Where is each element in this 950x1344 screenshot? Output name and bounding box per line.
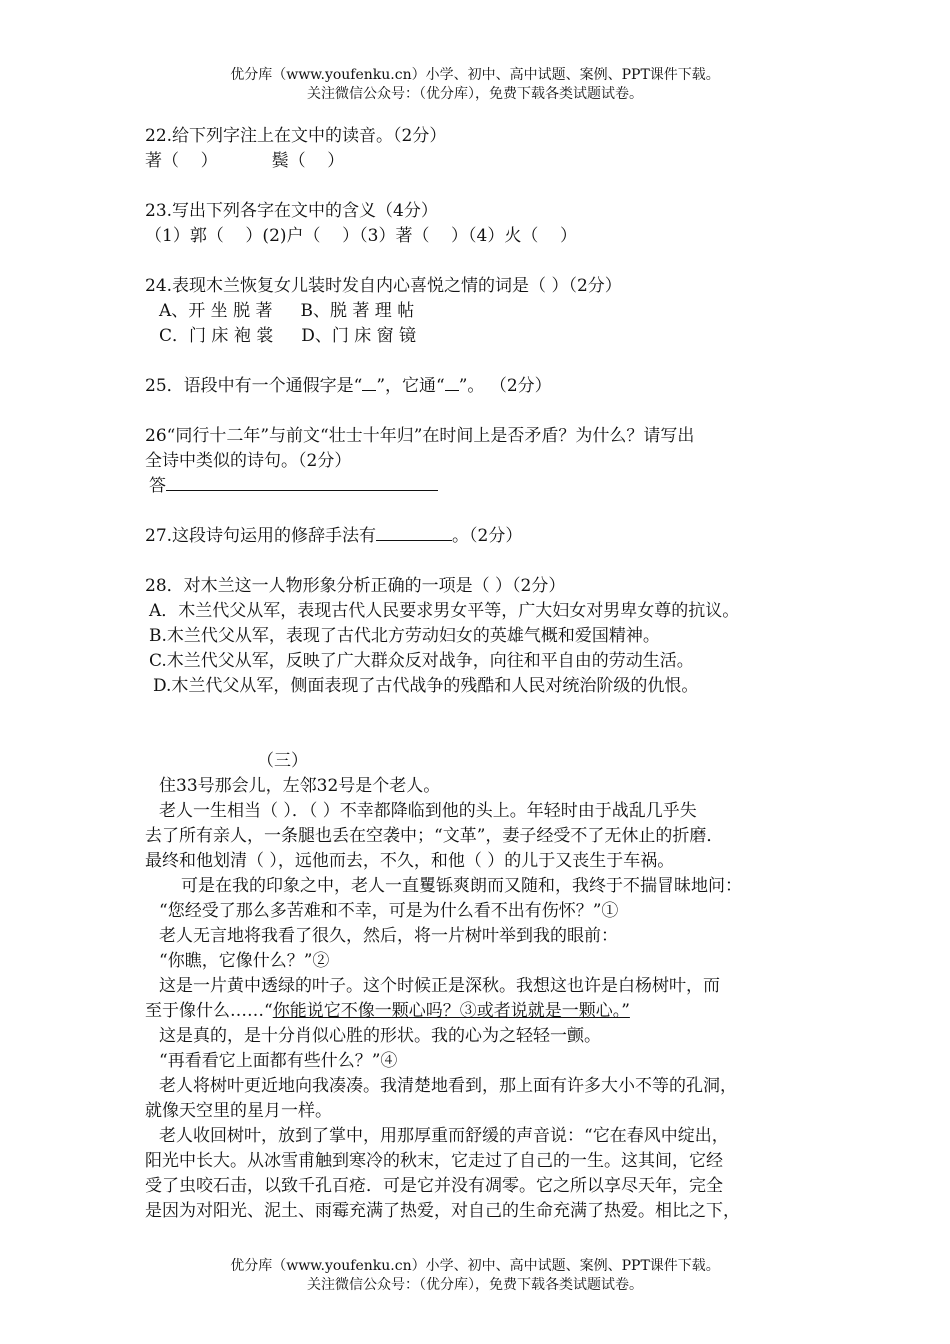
- paragraph: 这是真的，是十分肖似心胜的形状。我的心为之轻轻一颤。: [159, 1026, 601, 1046]
- question-27: 27.这段诗句运用的修辞手法有 。（2分）: [145, 526, 523, 546]
- header-line-2: 关注微信公众号：（优分库），免费下载各类试题试卷。: [307, 86, 643, 102]
- paragraph: 老人一生相当（ ）．（ ）不幸都降临到他的头上。年轻时由于战乱几乎失: [159, 801, 697, 821]
- question-24-options-ab: [145, 299, 817, 324]
- paragraph: “你瞧，它像什么？”②: [159, 951, 330, 971]
- footer-line-2: 关注微信公众号：（优分库），免费下载各类试题试卷。: [307, 1277, 643, 1293]
- paragraph-line: 就像天空里的星月一样。: [145, 1101, 332, 1121]
- paragraph-line: 去了所有亲人，一条腿也丢在空袭中；“文革”，妻子经受不了无休止的折磨．: [145, 826, 724, 846]
- document-body: [145, 124, 817, 1224]
- question-25: 25．语段中有一个通假字是“ ”，它通“ ”。 （2分）: [145, 376, 552, 396]
- option-d: D.木兰代父从军，侧面表现了古代战争的残酷和人民对统治阶级的仇恨。: [153, 676, 699, 696]
- answer-line[interactable]: [166, 474, 438, 491]
- paragraph: 可是在我的印象之中，老人一直矍铄爽朗而又随和，我终于不揣冒昧地问：: [181, 876, 742, 896]
- question-22: [145, 124, 817, 174]
- paragraph-line: 阳光中长大。从冰雪甫触到寒冷的秋末，它走过了自己的一生。这其间，它经: [145, 1151, 723, 1171]
- option-c: C.木兰代父从军，反映了广大群众反对战争，向往和平自由的劳动生活。: [149, 651, 694, 671]
- question-26-answer: 答: [145, 474, 817, 499]
- question-28-stem: 28．对木兰这一人物形象分析正确的一项是（ ）（2分）: [145, 576, 566, 596]
- reading-section-3: [145, 749, 817, 1224]
- paragraph-line: 受了虫咬石击，以致千孔百疮．可是它并没有凋零。它之所以享尽天年，完全: [145, 1176, 723, 1196]
- option-c: C．门 床 袍 裳: [159, 326, 274, 346]
- paragraph: “再看看它上面都有些什么？”④: [159, 1051, 398, 1071]
- option-b: B.木兰代父从军，表现了古代北方劳动妇女的英雄气概和爱国精神。: [149, 626, 660, 646]
- footer-line-1: 优分库（www.youfenku.cn）小学、初中、高中试题、案例、PPT课件下载。: [230, 1258, 720, 1274]
- question-24: [145, 274, 817, 349]
- question-26-line-2: 全诗中类似的诗句。（2分）: [145, 451, 352, 471]
- page-footer: [0, 1257, 950, 1295]
- option-a: A．木兰代父从军，表现古代人民要求男女平等，广大妇女对男卑女尊的抗议。: [149, 601, 740, 621]
- header-line-1: 优分库（www.youfenku.cn）小学、初中、高中试题、案例、PPT课件下载。: [230, 67, 720, 83]
- question-23-items: （1）郭（ ）(2)户（ ）（3）著（ ）（4）火（ ）: [145, 226, 577, 246]
- question-26: [145, 424, 817, 499]
- question-23-stem: 23.写出下列各字在文中的含义（4分）: [145, 201, 438, 221]
- paragraph: 老人将树叶更近地向我凑凑。我清楚地看到，那上面有许多大小不等的孔洞，: [159, 1076, 737, 1096]
- paragraph: 老人收回树叶，放到了掌中，用那厚重而舒缓的声音说：“它在春风中绽出，: [159, 1126, 729, 1146]
- question-24-options-cd: [145, 324, 817, 349]
- question-22-items: 著（ ） 鬓（ ）: [145, 151, 345, 171]
- paragraph-line: 最终和他划清（ ），远他而去，不久，和他（ ）的儿于又丧生于车祸。: [145, 851, 675, 871]
- paragraph: 住33号那会儿，左邻32号是个老人。: [159, 776, 441, 796]
- underlined-sentence: 你能说它不像一颗心吗？③或者说就是一颗心。”: [272, 1001, 630, 1021]
- paragraph-line: “您经受了那么多苦难和不幸，可是为什么看不出有伤怀？”①: [159, 901, 619, 921]
- question-26-line-1: 26“同行十二年”与前文“壮士十年归”在时间上是否矛盾？为什么？请写出: [145, 426, 695, 446]
- question-28: [145, 574, 817, 699]
- paragraph: 老人无言地将我看了很久，然后，将一片树叶举到我的眼前：: [159, 926, 618, 946]
- paragraph-line: 是因为对阳光、泥土、雨霉充满了热爱，对自己的生命充满了热爱。相比之下，: [145, 1201, 740, 1221]
- option-a: A、开 坐 脱 著: [159, 301, 273, 321]
- question-24-stem: 24.表现木兰恢复女儿装时发自内心喜悦之情的词是（ ）（2分）: [145, 276, 622, 296]
- answer-blank[interactable]: [376, 524, 452, 541]
- page-header: [0, 66, 950, 104]
- option-b: B、脱 著 理 帖: [300, 301, 415, 321]
- answer-blank[interactable]: [362, 374, 376, 391]
- option-d: D、门 床 窗 镜: [301, 326, 417, 346]
- paragraph-line: 至于像什么……“你能说它不像一颗心吗？③或者说就是一颗心。”: [145, 1001, 630, 1021]
- paragraph: 这是一片黄中透绿的叶子。这个时候正是深秋。我想这也许是白杨树叶，而: [159, 976, 720, 996]
- question-22-stem: 22.给下列字注上在文中的读音。（2分）: [145, 126, 447, 146]
- answer-blank[interactable]: [445, 374, 459, 391]
- question-23: [145, 199, 817, 249]
- section-heading: （三）: [257, 751, 308, 771]
